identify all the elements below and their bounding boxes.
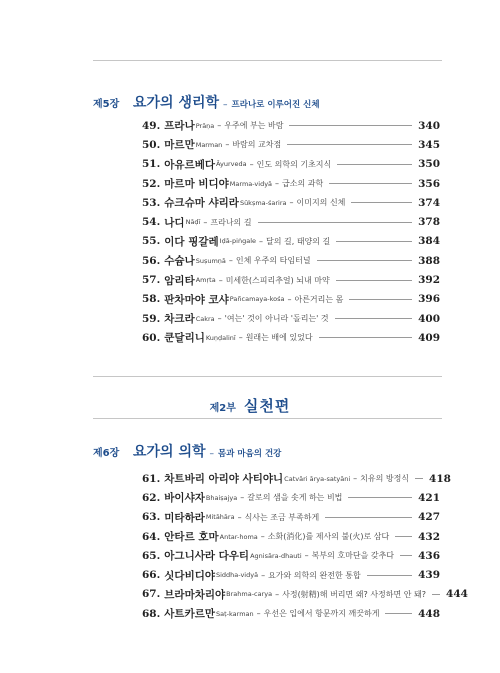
toc-entry[interactable] [142,488,440,507]
leader-line [329,183,412,184]
part-divider-top [93,376,442,377]
chapter-6-heading [93,441,453,461]
toc-entry[interactable] [142,546,440,565]
entry-romanization: Amṛta [195,276,216,285]
entry-number: 63. [142,511,161,524]
page-number: 356 [418,177,440,190]
leader-line [432,594,440,595]
toc-entry[interactable] [142,328,440,347]
entry-title: 미타하라 [164,511,205,524]
page-number: 409 [418,331,440,344]
leader-line [351,202,412,203]
entry-romanization: Kuṇḍalinī [205,333,236,342]
entry-description: 달의 길, 태양의 길 [266,236,331,246]
entry-title: 싯다비디야 [164,569,215,582]
toc-entry[interactable] [142,508,440,527]
toc-entry[interactable] [142,251,440,270]
page-number: 439 [418,569,440,582]
leader-line [400,555,412,556]
entry-separator: – [353,474,358,484]
leader-line [319,337,412,338]
chapter-5-toc-list [142,116,440,348]
leader-line [287,144,412,145]
entry-separator: – [240,493,245,503]
toc-entry[interactable] [142,116,440,135]
entry-description: 갈로의 샘을 솟게 하는 비법 [247,493,343,503]
leader-line [335,318,412,319]
entry-romanization: Pañcamaya-kośa [229,295,285,304]
leader-line [325,517,412,518]
entry-number: 49. [142,119,161,132]
entry-title: 바이샤자 [164,492,205,505]
chapter-title: 요가의 생리학 [133,95,220,111]
entry-title: 암리타 [164,274,195,287]
entry-romanization: Marma-vidyā [229,179,273,188]
entry-romanization: Nāḍī [185,218,201,227]
chapter-dash: – [223,100,228,110]
entry-title: 쿤달리니 [164,332,205,345]
entry-title: 판차마야 코샤 [164,293,229,306]
entry-number: 58. [142,293,161,306]
leader-line [395,536,412,537]
entry-romanization: Brahma-carya [226,590,273,599]
chapter-label: 제5장 [93,99,120,110]
entry-separator: – [218,275,223,285]
toc-entry[interactable] [142,527,440,546]
entry-number: 65. [142,549,161,562]
toc-entry[interactable] [142,232,440,251]
toc-entry[interactable] [142,290,440,309]
page-number: 388 [418,254,440,267]
entry-separator: – [217,121,222,131]
entry-romanization: Mitāhāra [205,513,235,522]
entry-title: 수슘나 [164,255,195,268]
chapter-dash: – [209,449,214,459]
entry-romanization: Prāṇa [195,121,215,130]
entry-romanization: Antar-homa [219,532,258,541]
entry-description: 복부의 호마단을 갖추다 [311,551,395,561]
page-number: 436 [418,549,440,562]
entry-title: 안타르 호마 [164,531,219,544]
page-number: 400 [418,312,440,325]
leader-line [367,575,412,576]
page-number: 421 [418,491,440,504]
entry-number: 66. [142,569,161,582]
part-divider-bottom [93,418,442,419]
entry-number: 57. [142,274,161,287]
entry-separator: – [289,198,294,208]
entry-title: 나디 [164,216,185,229]
entry-romanization: Agnisāra-dhauti [250,551,302,560]
page-number: 374 [418,196,440,209]
entry-separator: – [275,589,280,599]
entry-separator: – [249,159,254,169]
entry-romanization: Siddha-vidyā [216,571,259,580]
entry-number: 64. [142,530,161,543]
entry-number: 60. [142,331,161,344]
entry-description: 급소의 과학 [282,179,324,189]
entry-title: 슈크슈마 샤리라 [164,197,239,210]
entry-title: 마르마 비디야 [164,178,229,191]
entry-romanization: Bhaiṣajya [205,493,238,502]
page-number: 378 [418,216,440,229]
entry-description: 원래는 배에 있었다 [245,333,313,343]
page-number: 432 [418,530,440,543]
page-number: 340 [418,119,440,132]
entry-title: 차크라 [164,313,195,326]
entry-romanization: Cakra [195,314,215,323]
part-label: 제2부 [209,403,236,414]
entry-romanization: Suṣumṇā [195,256,226,265]
entry-title: 아유르베다 [164,158,215,171]
entry-description: 우주에 부는 바람 [224,121,284,131]
entry-number: 52. [142,177,161,190]
entry-description: 인도 의학의 기초지식 [256,159,332,169]
page-number: 396 [418,293,440,306]
part-2-heading [0,395,500,416]
entry-separator: – [260,532,265,542]
entry-romanization: Sūkṣma-śarira [239,198,287,207]
page-number: 444 [446,588,468,601]
entry-description: 아른거리는 몸 [294,294,344,304]
entry-number: 51. [142,158,161,171]
chapter-subtitle: 몸과 마음의 건강 [218,449,282,459]
entry-description: '여는' 것이 아니라 '돌리는' 것 [224,314,329,324]
entry-title: 이다 핑갈레 [164,235,219,248]
entry-description: 이미지의 신체 [296,198,346,208]
entry-title: 차트바리 아리야 사티야니 [164,473,284,486]
page-number: 392 [418,274,440,287]
toc-entry[interactable] [142,565,440,584]
part-title: 실천편 [243,397,291,415]
entry-separator: – [304,551,309,561]
entry-romanization: Catvāri ārya-satyāni [284,474,351,483]
chapter-title: 요가의 의학 [133,444,206,460]
leader-line [337,164,412,165]
entry-description: 요가와 의학의 완전한 통합 [268,570,361,580]
entry-separator: – [256,609,261,619]
entry-description: 프라나의 길 [210,217,252,227]
toc-entry[interactable] [142,604,440,623]
chapter-6-toc-list [142,469,468,623]
leader-line [349,299,412,300]
entry-separator: – [225,140,230,150]
entry-title: 아그니사라 다우티 [164,550,250,563]
page-number: 384 [418,235,440,248]
entry-number: 61. [142,472,161,485]
entry-romanization: Saṭ-karman [216,609,254,618]
leader-line [258,222,412,223]
entry-description: 치유의 방정식 [360,474,410,484]
toc-entry[interactable] [142,174,440,193]
entry-romanization: Marman [195,140,223,149]
page-number: 448 [418,607,440,620]
entry-separator: – [203,217,208,227]
entry-number: 53. [142,196,161,209]
toc-entry[interactable] [142,193,440,212]
leader-line [317,260,412,261]
entry-separator: – [237,512,242,522]
entry-description: 사정(射精)해 버리면 왜? 사정하면 안 돼? [282,589,427,599]
toc-entry[interactable] [142,212,440,231]
page-number: 345 [418,138,440,151]
leader-line [289,125,412,126]
entry-title: 마르만 [164,139,195,152]
entry-description: 인체 우주의 타임터널 [235,256,311,266]
entry-description: 미세한(스피리추얼) 뇌내 마약 [225,275,330,285]
entry-number: 67. [142,588,161,601]
page-number: 350 [418,158,440,171]
entry-separator: – [259,236,263,246]
entry-number: 54. [142,216,161,229]
entry-romanization: Iḍā-piṅgale [219,237,256,246]
top-rule [93,60,442,61]
entry-description: 바람의 교차점 [232,140,282,150]
entry-number: 55. [142,235,161,248]
entry-title: 사트카르만 [164,608,215,621]
toc-entry[interactable] [142,469,451,488]
leader-line [336,241,412,242]
entry-number: 68. [142,607,161,620]
entry-number: 50. [142,138,161,151]
chapter-subtitle: 프라나로 이루어진 신체 [231,100,320,110]
entry-separator: – [261,570,266,580]
entry-romanization: Āyurveda [216,160,247,169]
leader-line [348,497,412,498]
toc-entry[interactable] [142,155,440,174]
entry-number: 59. [142,312,161,325]
page-number: 427 [418,511,440,524]
chapter-5-heading [93,92,453,112]
entry-separator: – [287,294,292,304]
entry-separator: – [217,314,222,324]
chapter-label: 제6장 [93,448,120,459]
entry-title: 브라마차리야 [164,588,226,601]
entry-separator: – [275,179,280,189]
leader-line [385,613,412,614]
toc-entry[interactable] [142,270,440,289]
entry-number: 62. [142,491,161,504]
toc-entry[interactable] [142,585,468,604]
leader-line [415,478,423,479]
entry-description: 우선은 입에서 항문까지 깨끗하게 [263,609,380,619]
entry-number: 56. [142,254,161,267]
leader-line [336,280,412,281]
toc-entry[interactable] [142,309,440,328]
entry-description: 식사는 조금 부족하게 [244,512,320,522]
entry-separator: – [238,333,243,343]
toc-entry[interactable] [142,135,440,154]
page-number: 418 [429,472,451,485]
entry-separator: – [228,256,233,266]
entry-description: 소화(消化)를 제사의 불(火)로 삼다 [267,532,390,542]
entry-title: 프라나 [164,120,195,133]
